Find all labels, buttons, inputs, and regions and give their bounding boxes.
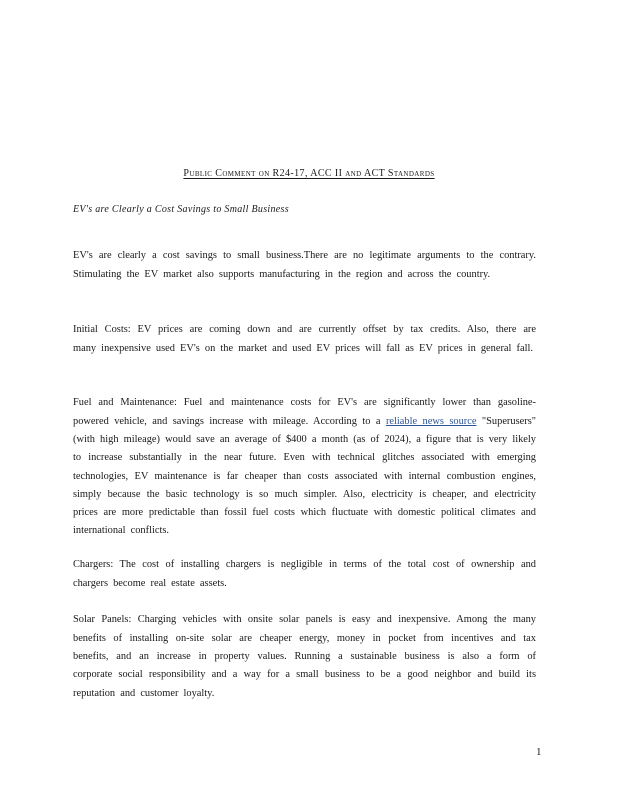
page-number: 1 (536, 746, 542, 758)
document-subtitle: EV's are Clearly a Cost Savings to Small Business (73, 204, 289, 215)
document-title (0, 168, 618, 179)
paragraph-fuel-maintenance (73, 394, 536, 540)
paragraph-fuel-maintenance-intro: Fuel and Maintenance: Fuel and maintenance costs for EV's are significantly lower than gasoline-powered vehicle, and savings increase with mileage. According to a (73, 397, 536, 427)
paragraph-chargers: Chargers: The cost of installing chargers is negligible in terms of the total cost of ownership and chargers become real estate assets. (73, 559, 536, 589)
reliable-news-source-link[interactable]: reliable news source (385, 415, 477, 427)
paragraph-ev-cost-savings: EV's are clearly a cost savings to small business.There are no legitimate arguments to the contrary. Stimulating the EV market also supports manufacturing in the region and across the country. (73, 250, 536, 280)
paragraph-fuel-maintenance-body: "Superusers" (with high mileage) would save an average of $400 a month (as of 2024), a figure that is very likely to increase substantially in the near future. Even with technical glitches associated with emerging technologies, EV maintenance is far cheaper than costs associated with internal combustion engines, simply because the basic technology is so much simpler. Also, electricity is cheaper, and electricity prices are more predictable than fossil fuel costs which fluctuate with domestic political climates and international conflicts. (73, 415, 536, 537)
document-title-text: Public Comment on R24-17, ACC II and ACT Standards (183, 168, 435, 179)
paragraph-solar-panels: Solar Panels: Charging vehicles with onsite solar panels is easy and inexpensive. Among the many benefits of installing on-site solar are cheaper energy, money in pocket from incentives and tax benefits, and an increase in property values. Running a sustainable business is also a form of corporate social responsibility and a way for a small business to be a good neighbor and build its reputation and customer loyalty. (73, 614, 536, 699)
paragraph-initial-costs: Initial Costs: EV prices are coming down and are currently offset by tax credits. Also, there are many inexpensive used EV's on the market and used EV prices will fall as EV prices in general fall. (73, 324, 536, 354)
